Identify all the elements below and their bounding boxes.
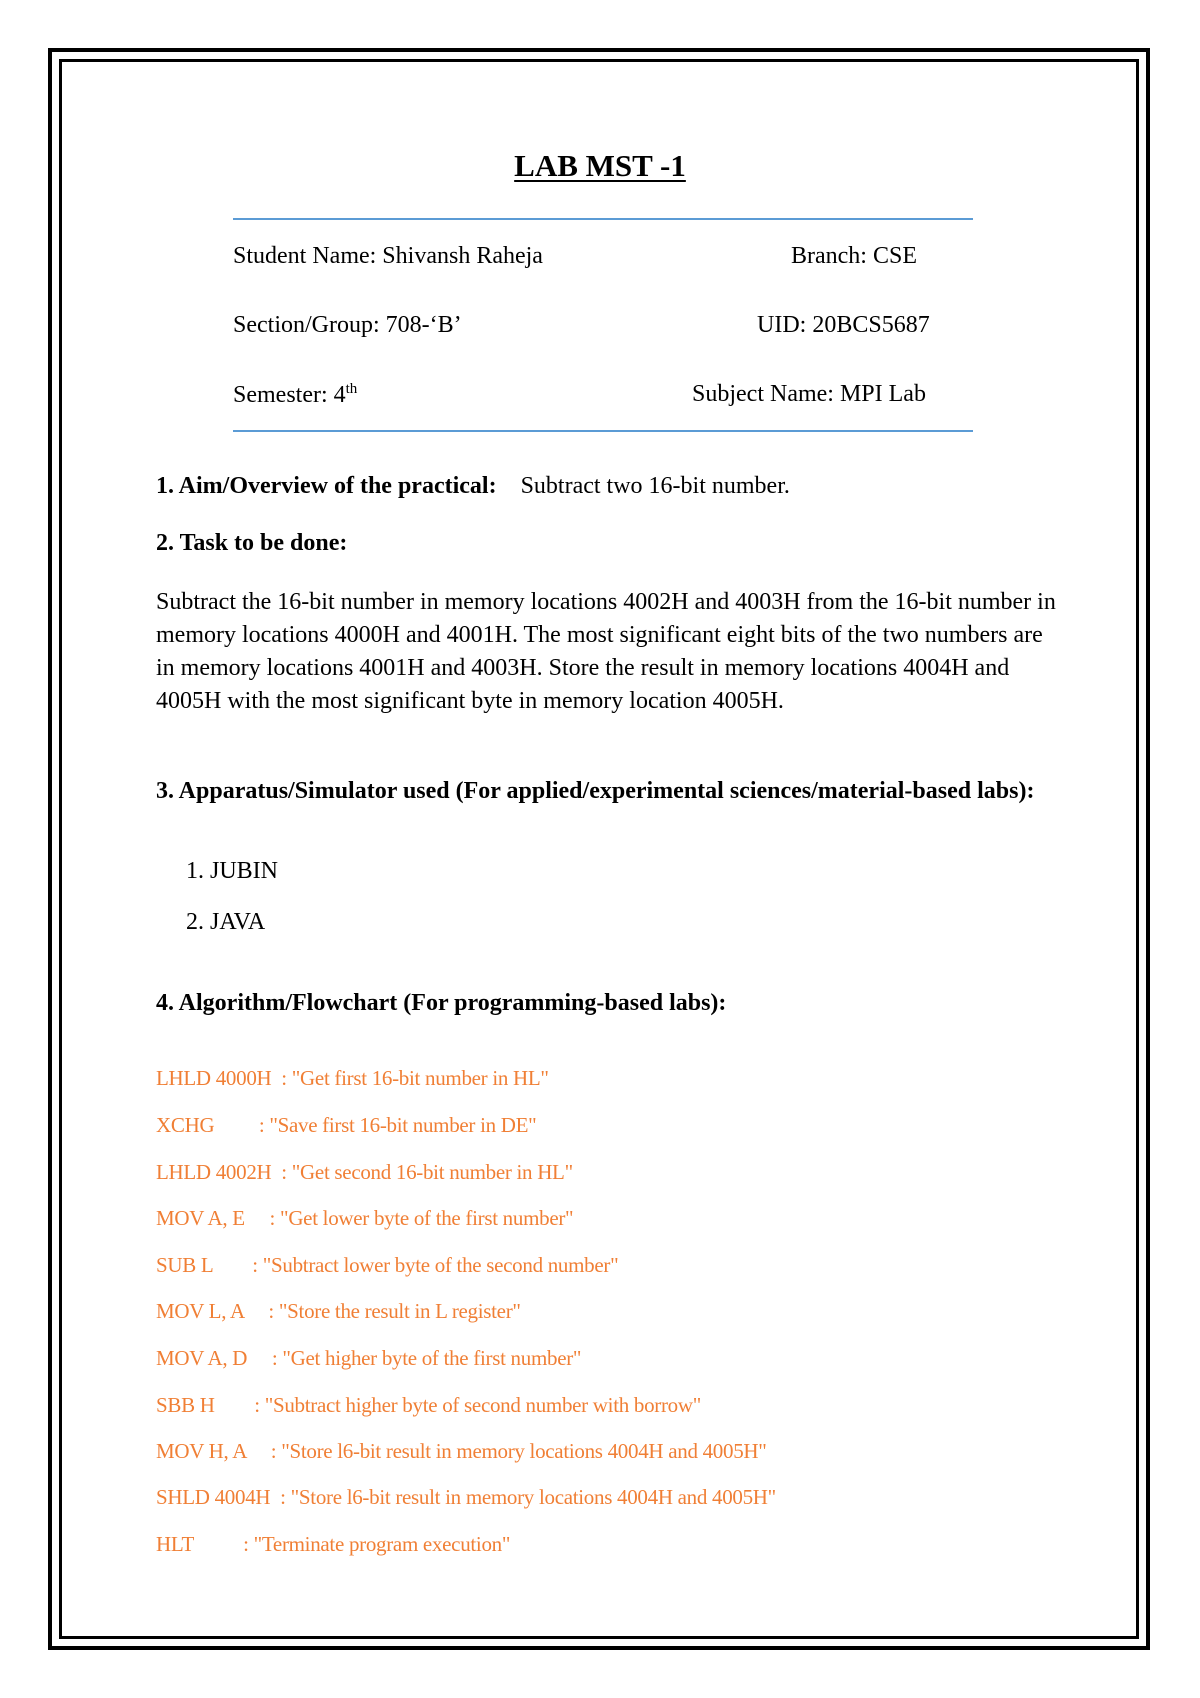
code-line: XCHG : "Save first 16-bit number in DE" — [156, 1113, 537, 1137]
code-line: SBB H : "Subtract higher byte of second number with borrow" — [156, 1393, 702, 1417]
semester-label: Semester: 4 — [233, 382, 346, 408]
semester — [233, 381, 357, 409]
code-line: MOV L, A : "Store the result in L register" — [156, 1299, 521, 1323]
branch: Branch: CSE — [791, 243, 917, 269]
task-paragraph: Subtract the 16-bit number in memory locations 4002H and 4003H from the 16-bit number in memory locations 4000H and 4001H. The most significant eight bits of the two numbers are in memory locations 4001H and 4003H. Store the result in memory locations 4004H and 4005H with the most significant byte in memory location 4005H. — [156, 589, 1056, 714]
apparatus-item: 1. JUBIN — [186, 858, 279, 884]
header-rule-bottom — [233, 430, 973, 432]
apparatus-item: 2. JAVA — [186, 909, 266, 935]
section-3-heading: 3. Apparatus/Simulator used (For applied/experimental sciences/material-based labs): — [156, 778, 1035, 804]
code-line: MOV H, A : "Store l6-bit result in memory locations 4004H and 4005H" — [156, 1439, 767, 1463]
uid: UID: 20BCS5687 — [757, 312, 930, 338]
section-4-heading: 4. Algorithm/Flowchart (For programming-based labs): — [156, 990, 727, 1016]
header-rule-top — [233, 218, 973, 220]
page-title: LAB MST -1 — [514, 148, 686, 183]
code-line: SUB L : "Subtract lower byte of the second number" — [156, 1253, 619, 1277]
code-line: LHLD 4000H : "Get first 16-bit number in HL" — [156, 1066, 549, 1090]
code-line: LHLD 4002H : "Get second 16-bit number in HL" — [156, 1160, 573, 1184]
section-1-heading — [156, 473, 790, 500]
subject-name: Subject Name: MPI Lab — [692, 381, 926, 407]
section-group: Section/Group: 708-‘B’ — [233, 312, 462, 338]
section-2-heading: 2. Task to be done: — [156, 530, 348, 556]
semester-suffix: th — [345, 381, 358, 397]
student-name: Student Name: Shivansh Raheja — [233, 243, 543, 269]
code-line: MOV A, D : "Get higher byte of the first number" — [156, 1346, 582, 1370]
aim-heading: 1. Aim/Overview of the practical: — [156, 473, 497, 499]
aim-text: Subtract two 16-bit number. — [520, 473, 790, 499]
code-line: HLT : "Terminate program execution" — [156, 1532, 511, 1556]
code-line: SHLD 4004H : "Store l6-bit result in memory locations 4004H and 4005H" — [156, 1485, 776, 1509]
code-line: MOV A, E : "Get lower byte of the first number" — [156, 1206, 574, 1230]
